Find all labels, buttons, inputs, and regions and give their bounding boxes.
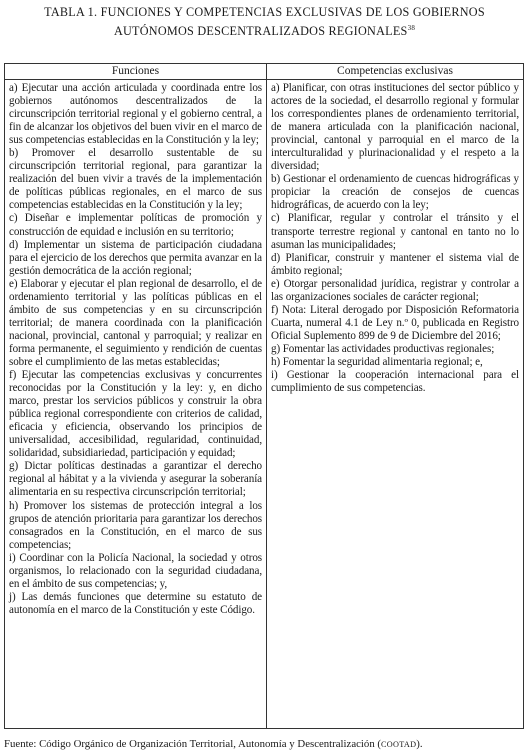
funcion-item-a: a) Ejecutar una acción articulada y coordinada entre los gobiernos autónomos descentralizados de la circunscripción territorial regional y el gobierno central, a fin de alcanzar los objetivos del buen vivir en el marco de sus competencias establecidas en la Constitución y la ley; (9, 82, 262, 147)
competencia-item-i: i) Gestionar la cooperación internacional para el cumplimiento de sus competencias. (271, 369, 519, 395)
column-header-funciones: Funciones (111, 65, 160, 77)
funcion-item-b: b) Promover el desarrollo sustentable de su circunscripción territorial regional, para garantizar la realización del buen vivir a través de la implementación de políticas públicas regionales, en el marco de sus competencias establecidas en la Constitución y la ley; (9, 147, 262, 212)
table-title (0, 5, 529, 39)
source-text: Fuente: Código Orgánico de Organización Territorial, Autonomía y Descentralización ( (4, 738, 382, 750)
competencias-cell (271, 82, 519, 395)
competencia-item-f: f) Nota: Literal derogado por Disposición Reformatoria Cuarta, numeral 4.1 de Ley n.º 0, publicada en Registro Oficial Suplemento 899 de 9 de Diciembre del 2016; (271, 303, 519, 342)
funcion-item-d: d) Implementar un sistema de participación ciudadana para el ejercicio de los derechos que permita avanzar en la gestión democrática de la acción regional; (9, 238, 262, 277)
source-end: ). (416, 738, 423, 750)
footnote-reference: 38 (407, 23, 416, 32)
funciones-cell (9, 82, 262, 617)
competencia-item-g: g) Fomentar las actividades productivas regionales; (271, 342, 495, 355)
competencia-item-h: h) Fomentar la seguridad alimentaria regional; e, (271, 355, 483, 368)
funcion-item-f: f) Ejecutar las competencias exclusivas y concurrentes reconocidas por la Constitución y la ley: y, en dicho marco, prestar los servicios públicos y construir la obra pública regional correspondiente con criterios de calidad, eficacia y eficiencia, observando los principios de universalidad, accesibilidad, regularidad, continuidad, solidaridad, subsidiariedad, participación y equidad; (9, 369, 262, 460)
table-title-line-2-text: AUTÓNOMOS DESCENTRALIZADOS REGIONALES (113, 23, 408, 38)
competencia-item-b: b) Gestionar el ordenamiento de cuencas hidrográficas y propiciar la creación de consejos de cuencas hidrográficas, de acuerdo con la ley; (271, 173, 519, 212)
funcion-item-j: j) Las demás funciones que determine su estatuto de autonomía en el marco de la Constitución y este Código. (9, 590, 262, 616)
competencia-item-a: a) Planificar, con otras instituciones del sector público y actores de la sociedad, el desarrollo regional y formular los correspondientes planes de ordenamiento territorial, de manera articulada con la planificación nacional, provincial, cantonal y parroquial en el marco de la interculturalidad y plurinacionalidad y el respeto a la diversidad; (271, 82, 519, 173)
competencia-item-d: d) Planificar, construir y mantener el sistema vial de ámbito regional; (271, 251, 519, 277)
funcion-item-h: h) Promover los sistemas de protección integral a los grupos de atención prioritaria para garantizar los derechos consagrados en la Constitución, en el marco de sus competencias; (9, 499, 262, 551)
funcion-item-i: i) Coordinar con la Policía Nacional, la sociedad y otros organismos, lo relacionado con la seguridad ciudadana, en el ámbito de sus competencias; y, (9, 551, 262, 590)
source-abbreviation: COOTAD (381, 740, 417, 749)
column-divider (266, 64, 267, 728)
source-note (4, 738, 423, 751)
table-title-line-2 (0, 21, 529, 40)
funcion-item-g: g) Dictar políticas destinadas a garantizar el derecho regional al hábitat y a la vivienda y asegurar la soberanía alimentaria en su respectiva circunscripción territorial; (9, 460, 262, 499)
column-header-competencias: Competencias exclusivas (337, 65, 453, 77)
funcion-item-e: e) Elaborar y ejecutar el plan regional de desarrollo, el de ordenamiento territorial y las políticas públicas en el ámbito de sus competencias y en su circunscripción territorial; de manera coordinada con la planificación nacional, provincial, cantonal y parroquial; y realizar en forma permanente, el seguimiento y rendición de cuentas sobre el cumplimiento de las metas establecidas; (9, 277, 262, 368)
funcion-item-c: c) Diseñar e implementar políticas de promoción y construcción de equidad e inclusión en su territorio; (9, 212, 262, 238)
functions-competencies-table (4, 63, 524, 729)
competencia-item-e: e) Otorgar personalidad jurídica, registrar y controlar a las organizaciones sociales de carácter regional; (271, 277, 519, 303)
competencia-item-c: c) Planificar, regular y controlar el tránsito y el transporte terrestre regional y cantonal en tanto no lo asuman las municipalidades; (271, 212, 519, 251)
table-title-line-1: TABLA 1. FUNCIONES Y COMPETENCIAS EXCLUSIVAS DE LOS GOBIERNOS (44, 5, 485, 19)
header-rule (5, 79, 523, 80)
